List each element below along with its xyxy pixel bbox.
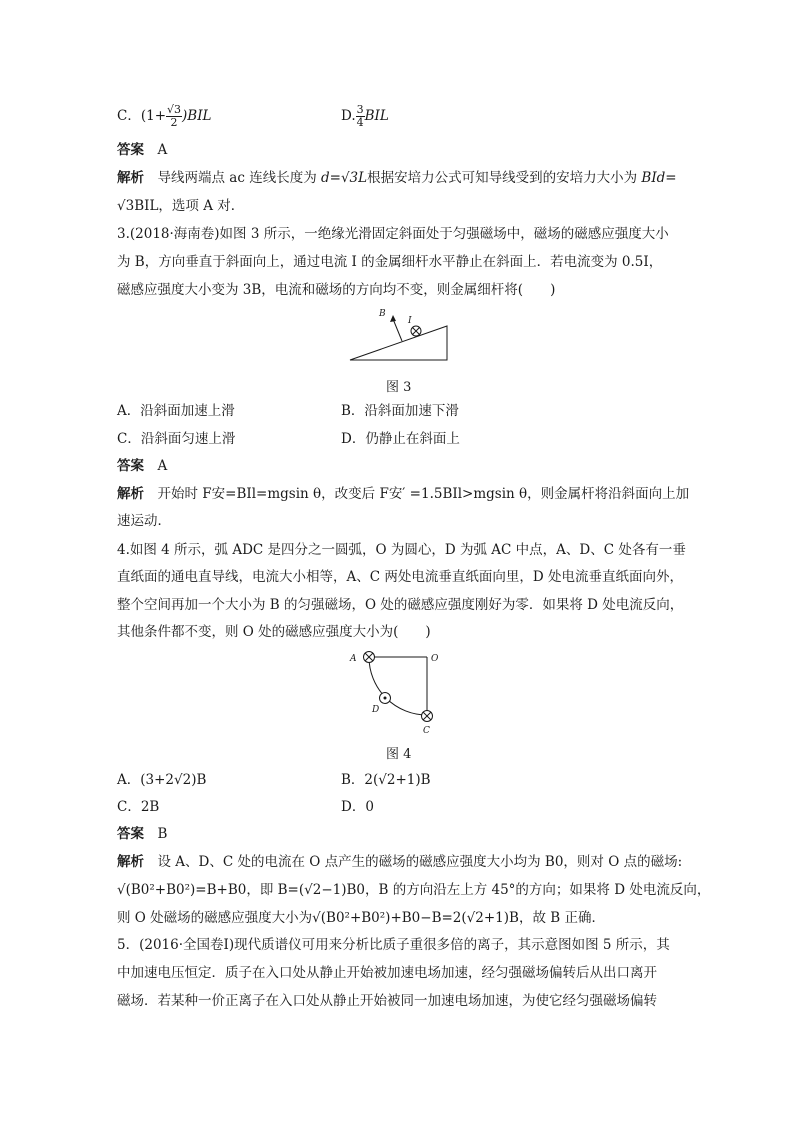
q3-stem-line2: 为 B，方向垂直于斜面向上，通过电流 I 的金属细杆水平静止在斜面上．若电流变为 0.5I， [117, 254, 663, 270]
q3-option-b: B．沿斜面加速下滑 [341, 403, 459, 419]
q3-stem-line1: 3.(2018·海南卷)如图 3 所示，一绝缘光滑固定斜面处于匀强磁场中，磁场的磁感应强度大小 [117, 226, 669, 242]
q4-option-b: B．2(√2+1)B [341, 772, 431, 788]
incline-triangle [350, 326, 447, 360]
q5-stem-line2: 中加速电压恒定．质子在入口处从静止开始被加速电场加速，经匀强磁场偏转后从出口离开 [117, 965, 657, 981]
q5-stem-line3: 磁场．若某种一价正离子在入口处从静止开始被同一加速电场加速，为使它经匀强磁场偏转 [117, 993, 657, 1009]
figure-4-caption: 图 4 [386, 747, 412, 762]
q3-stem-line3: 磁感应强度大小变为 3B，电流和磁场的方向均不变，则金属细杆将( ) [117, 282, 556, 298]
q4-stem-line1: 4.如图 4 所示，弧 ADC 是四分之一圆弧，O 为圆心，D 为弧 AC 中点，A、D、C 处各有一垂 [117, 542, 686, 558]
q2-analysis-line1: 解析 导线两端点 ac 连线长度为 d=√3L根据安培力公式可知导线受到的安培力大小为 BId= [117, 170, 677, 186]
figure-3-incline [345, 303, 455, 363]
field-b-arrow [393, 319, 402, 341]
label-a: A [350, 654, 357, 664]
fraction: $\frac{3}{4}$ [356, 103, 364, 129]
q4-answer: 答案 B [117, 826, 168, 842]
q4-option-a: A．(3+2√2)B [117, 772, 207, 788]
q3-option-d: D．仍静止在斜面上 [341, 431, 460, 447]
q3-option-c: C．沿斜面匀速上滑 [117, 431, 236, 447]
q2-option-c: C．(1+ $\frac{√3}{2}$ )BIL [117, 103, 212, 129]
q4-analysis-line1: 解析 设 A、D、C 处的电流在 O 点产生的磁场的磁感应强度大小均为 B0，则对 O 点的磁场: [117, 854, 683, 870]
label-i: I [408, 316, 412, 326]
q4-option-c: C．2B [117, 799, 160, 815]
label-o: O [431, 654, 439, 664]
q3-answer: 答案 A [117, 458, 168, 474]
q2-option-d: D. $\frac{3}{4}$ BIL [341, 103, 389, 129]
q5-stem-line1: 5．(2016·全国卷Ⅰ)现代质谱仪可用来分析比质子重很多倍的离子，其示意图如图 5 所示，其 [117, 937, 670, 953]
q3-option-a: A．沿斜面加速上滑 [117, 403, 235, 419]
q3-analysis-line1: 解析 开始时 F安=BIl=mgsin θ，改变后 F安′ =1.5BIl>mgsin θ，则金属杆将沿斜面向上加 [117, 486, 690, 502]
arrow-head [390, 315, 396, 322]
q3-analysis-line2: 速运动． [117, 513, 171, 529]
q2-analysis-line2: √3BIL，选项 A 对． [117, 198, 245, 214]
q4-analysis-line3: 则 O 处磁场的磁感应强度大小为√(B0²+B0²)+B0−B=2(√2+1)B，故 B 正确． [117, 910, 605, 926]
q4-stem-line3: 整个空间再加一个大小为 B 的匀强磁场，O 处的磁感应强度刚好为零．如果将 D 处电流反向， [117, 597, 684, 613]
q4-option-d: D．0 [341, 799, 374, 815]
fraction: $\frac{√3}{2}$ [167, 103, 182, 129]
figure-4-arc [345, 645, 445, 740]
q2-answer: 答案 A [117, 142, 168, 158]
label-c: C [423, 726, 430, 736]
q4-analysis-line2: √(B0²+B0²)=B+B0，即 B=(√2−1)B0，B 的方向沿左上方 45°的方向；如果将 D 处电流反向， [117, 882, 711, 898]
q4-stem-line2: 直纸面的通电直导线，电流大小相等，A、C 两处电流垂直纸面向里，D 处电流垂直纸面向外， [117, 569, 683, 585]
label-b: B [379, 309, 386, 319]
figure-3-caption: 图 3 [386, 380, 412, 395]
label-d: D [372, 705, 380, 715]
q4-stem-line4: 其他条件都不变，则 O 处的磁感应强度大小为( ) [117, 624, 431, 640]
